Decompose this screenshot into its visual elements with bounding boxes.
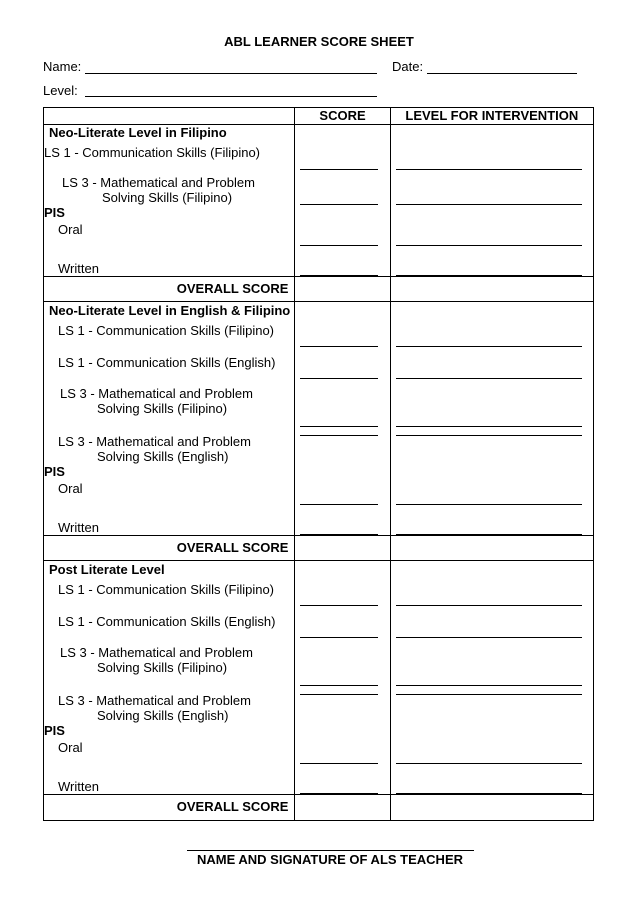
- score-blank[interactable]: [295, 740, 390, 764]
- header-blank: [44, 108, 295, 125]
- intervention-blank[interactable]: [390, 690, 593, 723]
- intervention-blank[interactable]: [390, 246, 593, 277]
- table-row: [44, 580, 594, 612]
- table-row: [44, 723, 594, 740]
- overall-score-cell[interactable]: [295, 536, 390, 561]
- row-label: LS 3 - Mathematical and Problem Solving Skills (English): [44, 690, 295, 723]
- score-blank[interactable]: [295, 481, 390, 505]
- overall-label: OVERALL SCORE: [44, 536, 295, 561]
- pis-label: PIS: [44, 464, 295, 481]
- table-row: [44, 175, 594, 205]
- page-title: ABL LEARNER SCORE SHEET: [224, 34, 414, 49]
- row-label: LS 1 - Communication Skills (Filipino): [44, 143, 295, 175]
- intervention-blank[interactable]: [390, 353, 593, 384]
- pis-label: PIS: [44, 205, 295, 222]
- overall-score-cell[interactable]: [295, 277, 390, 302]
- row-label: Written: [44, 246, 295, 277]
- score-blank[interactable]: [295, 580, 390, 612]
- score-blank[interactable]: [295, 175, 390, 205]
- table-row: [44, 764, 594, 795]
- score-blank[interactable]: [295, 690, 390, 723]
- row-label: LS 1 - Communication Skills (English): [44, 612, 295, 643]
- table-row: [44, 246, 594, 277]
- level-field[interactable]: [85, 96, 377, 97]
- header-level-intervention: LEVEL FOR INTERVENTION: [390, 108, 593, 125]
- intervention-blank[interactable]: [390, 505, 593, 536]
- overall-row: [44, 277, 594, 302]
- section-title: Neo-Literate Level in Filipino: [44, 125, 295, 143]
- intervention-blank[interactable]: [390, 431, 593, 464]
- score-blank[interactable]: [295, 321, 390, 353]
- name-field[interactable]: [85, 73, 377, 74]
- score-table: [43, 107, 594, 821]
- score-blank[interactable]: [295, 764, 390, 795]
- table-row: [44, 143, 594, 175]
- section-row: [44, 561, 594, 580]
- intervention-blank[interactable]: [390, 384, 593, 431]
- table-row: [44, 222, 594, 246]
- section-row: [44, 302, 594, 321]
- pis-label: PIS: [44, 723, 295, 740]
- intervention-blank[interactable]: [390, 321, 593, 353]
- overall-label: OVERALL SCORE: [44, 795, 295, 821]
- row-label: LS 1 - Communication Skills (Filipino): [44, 580, 295, 612]
- intervention-blank[interactable]: [390, 222, 593, 246]
- score-blank[interactable]: [295, 246, 390, 277]
- score-blank[interactable]: [295, 143, 390, 175]
- header-score: SCORE: [295, 108, 390, 125]
- row-label: Oral: [44, 481, 295, 505]
- row-label: Written: [44, 764, 295, 795]
- table-row: [44, 464, 594, 481]
- section-row: [44, 125, 594, 143]
- overall-intervention-cell[interactable]: [390, 795, 593, 821]
- date-field[interactable]: [427, 73, 577, 74]
- intervention-blank[interactable]: [390, 612, 593, 643]
- intervention-blank[interactable]: [390, 580, 593, 612]
- signature-label: NAME AND SIGNATURE OF ALS TEACHER: [196, 852, 464, 867]
- row-label: Oral: [44, 740, 295, 764]
- score-blank[interactable]: [295, 384, 390, 431]
- score-blank[interactable]: [295, 643, 390, 690]
- row-label: LS 3 - Mathematical and Problem Solving Skills (Filipino): [44, 643, 295, 690]
- table-header: [44, 108, 594, 125]
- row-label: LS 3 - Mathematical and Problem Solving Skills (Filipino): [44, 175, 295, 205]
- intervention-blank[interactable]: [390, 143, 593, 175]
- section-title: Post Literate Level: [44, 561, 295, 580]
- row-label: Oral: [44, 222, 295, 246]
- table-row: [44, 431, 594, 464]
- intervention-blank[interactable]: [390, 175, 593, 205]
- table-row: [44, 740, 594, 764]
- score-blank[interactable]: [295, 505, 390, 536]
- table-row: [44, 384, 594, 431]
- table-row: [44, 690, 594, 723]
- overall-row: [44, 536, 594, 561]
- row-label: LS 1 - Communication Skills (English): [44, 353, 295, 384]
- overall-score-cell[interactable]: [295, 795, 390, 821]
- level-label: Level:: [43, 83, 78, 98]
- score-blank[interactable]: [295, 612, 390, 643]
- table-row: [44, 353, 594, 384]
- overall-label: OVERALL SCORE: [44, 277, 295, 302]
- intervention-blank[interactable]: [390, 481, 593, 505]
- table-row: [44, 505, 594, 536]
- overall-intervention-cell[interactable]: [390, 277, 593, 302]
- score-blank[interactable]: [295, 353, 390, 384]
- overall-row: [44, 795, 594, 821]
- table-row: [44, 643, 594, 690]
- section-title: Neo-Literate Level in English & Filipino: [44, 302, 295, 321]
- row-label: LS 3 - Mathematical and Problem Solving Skills (Filipino): [44, 384, 295, 431]
- score-blank[interactable]: [295, 222, 390, 246]
- intervention-blank[interactable]: [390, 740, 593, 764]
- intervention-blank[interactable]: [390, 643, 593, 690]
- table-row: [44, 205, 594, 222]
- date-label: Date:: [392, 59, 424, 74]
- signature-line[interactable]: [187, 850, 474, 851]
- row-label: LS 3 - Mathematical and Problem Solving Skills (English): [44, 431, 295, 464]
- table-row: [44, 321, 594, 353]
- row-label: Written: [44, 505, 295, 536]
- intervention-blank[interactable]: [390, 764, 593, 795]
- table-row: [44, 481, 594, 505]
- table-row: [44, 612, 594, 643]
- score-blank[interactable]: [295, 431, 390, 464]
- row-label: LS 1 - Communication Skills (Filipino): [44, 321, 295, 353]
- overall-intervention-cell[interactable]: [390, 536, 593, 561]
- name-label: Name:: [43, 59, 82, 74]
